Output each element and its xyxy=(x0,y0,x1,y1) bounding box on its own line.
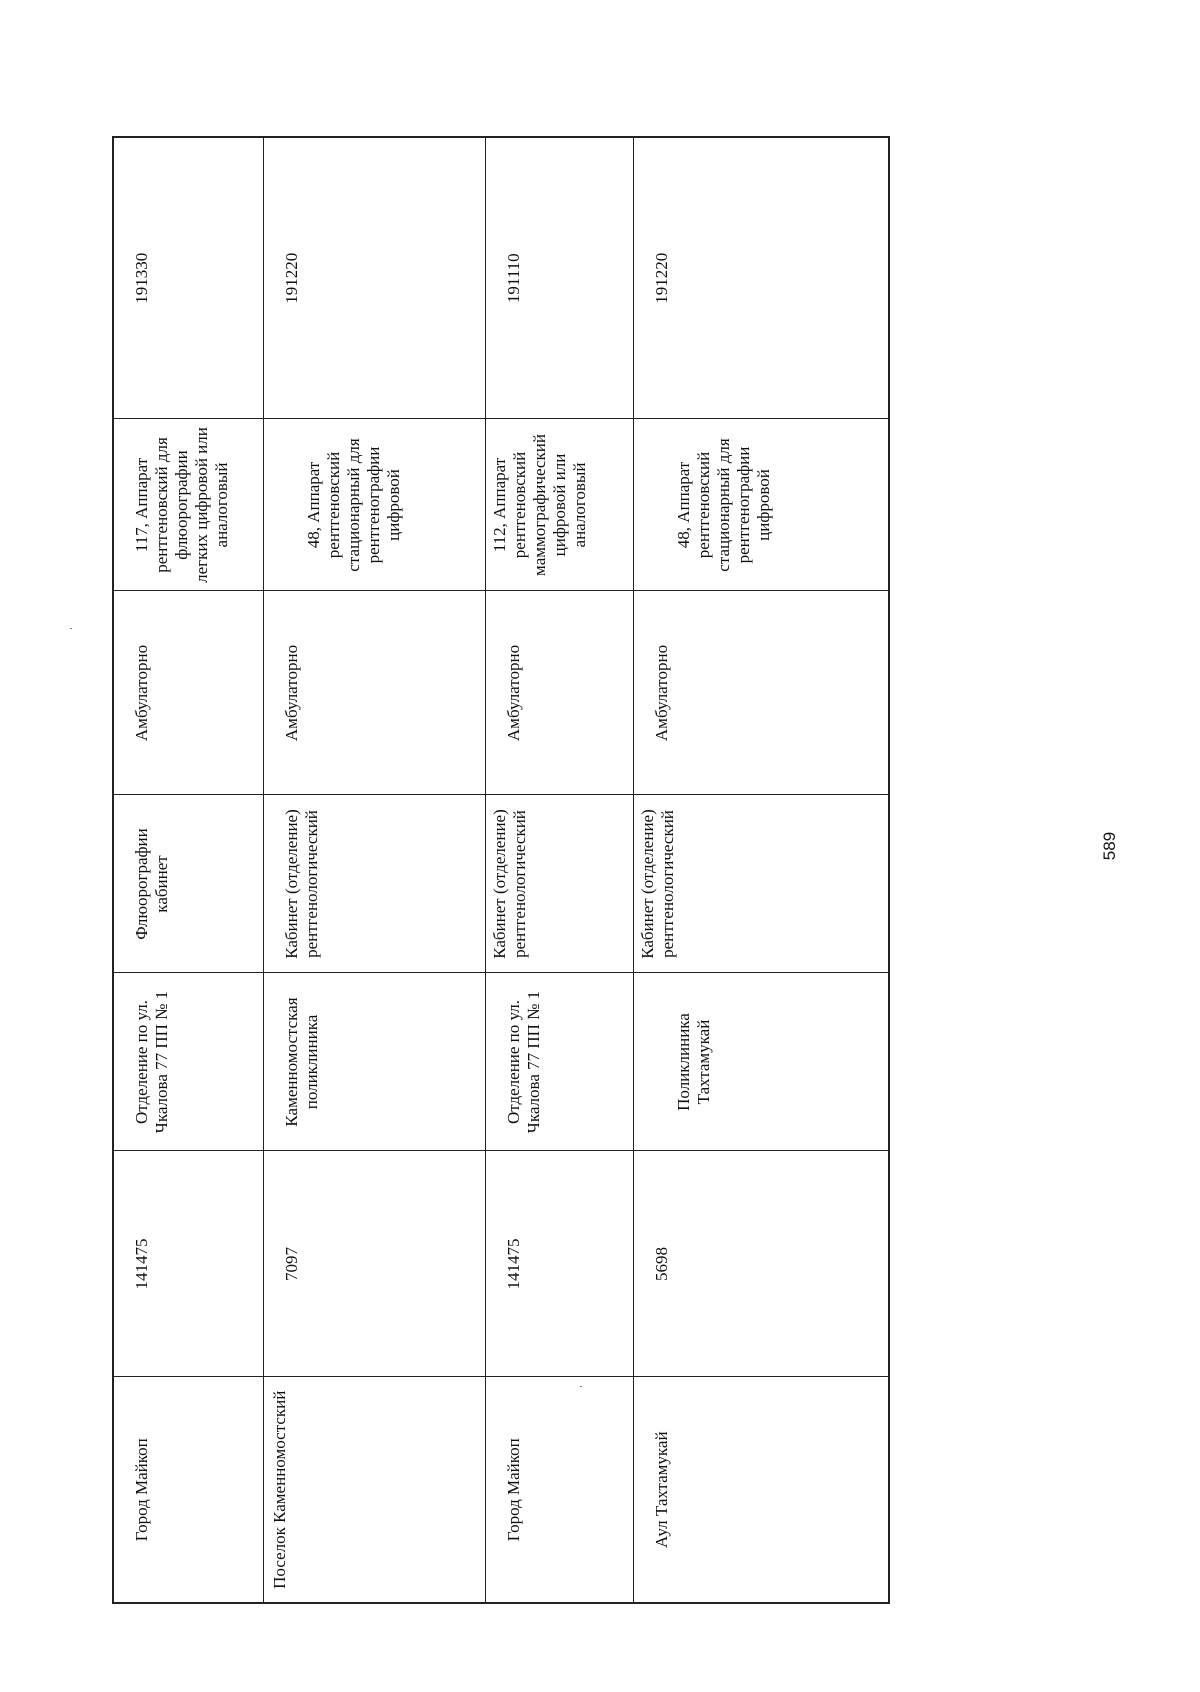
organization-cell: Отделение по ул. Чкалова 77 ПП № 1 xyxy=(485,973,633,1151)
unit-cell: Флюорографии кабинет xyxy=(113,795,263,973)
care-mode-cell: Амбулаторно xyxy=(113,591,263,795)
scan-speck xyxy=(70,628,72,629)
rotated-table-wrapper xyxy=(112,138,888,1604)
settlement-cell: Аул Тахтамукай xyxy=(633,1377,889,1603)
care-mode-cell: Амбулаторно xyxy=(263,591,485,795)
equipment-cell: 117, Аппарат рентгеновский для флюорографии легких цифровой или аналоговый xyxy=(113,419,263,591)
population-cell: 141475 xyxy=(113,1151,263,1377)
equipment-cell: 112, Аппарат рентгеновский маммографический цифровой или аналоговый xyxy=(485,419,633,591)
unit-cell: Кабинет (отделение) рентгенологический xyxy=(263,795,485,973)
population-cell: 141475 xyxy=(485,1151,633,1377)
organization-cell: Поликлиника Тахтамукай xyxy=(633,973,889,1151)
code-cell: 191220 xyxy=(263,137,485,419)
settlement-cell: Поселок Каменномостский xyxy=(263,1377,485,1603)
population-cell: 7097 xyxy=(263,1151,485,1377)
page-number: 589 xyxy=(1100,831,1119,861)
equipment-cell: 48, Аппарат рентгеновский стационарный для рентгенографии цифровой xyxy=(263,419,485,591)
scan-speck xyxy=(580,1386,582,1387)
settlement-cell: Город Майкоп xyxy=(113,1377,263,1603)
organization-cell: Отделение по ул. Чкалова 77 ПП № 1 xyxy=(113,973,263,1151)
unit-cell: Кабинет (отделение) рентгенологический xyxy=(485,795,633,973)
equipment-table xyxy=(112,136,890,1604)
code-cell: 191330 xyxy=(113,137,263,419)
organization-cell: Каменномостская поликлиника xyxy=(263,973,485,1151)
table-row xyxy=(113,137,263,1603)
care-mode-cell: Амбулаторно xyxy=(633,591,889,795)
table-row xyxy=(633,137,889,1603)
settlement-cell: Город Майкоп xyxy=(485,1377,633,1603)
unit-cell: Кабинет (отделение) рентгенологический xyxy=(633,795,889,973)
care-mode-cell: Амбулаторно xyxy=(485,591,633,795)
code-cell: 191220 xyxy=(633,137,889,419)
table-row xyxy=(263,137,485,1603)
table-row xyxy=(485,137,633,1603)
equipment-cell: 48, Аппарат рентгеновский стационарный для рентгенографии цифровой xyxy=(633,419,889,591)
population-cell: 5698 xyxy=(633,1151,889,1377)
code-cell: 191110 xyxy=(485,137,633,419)
